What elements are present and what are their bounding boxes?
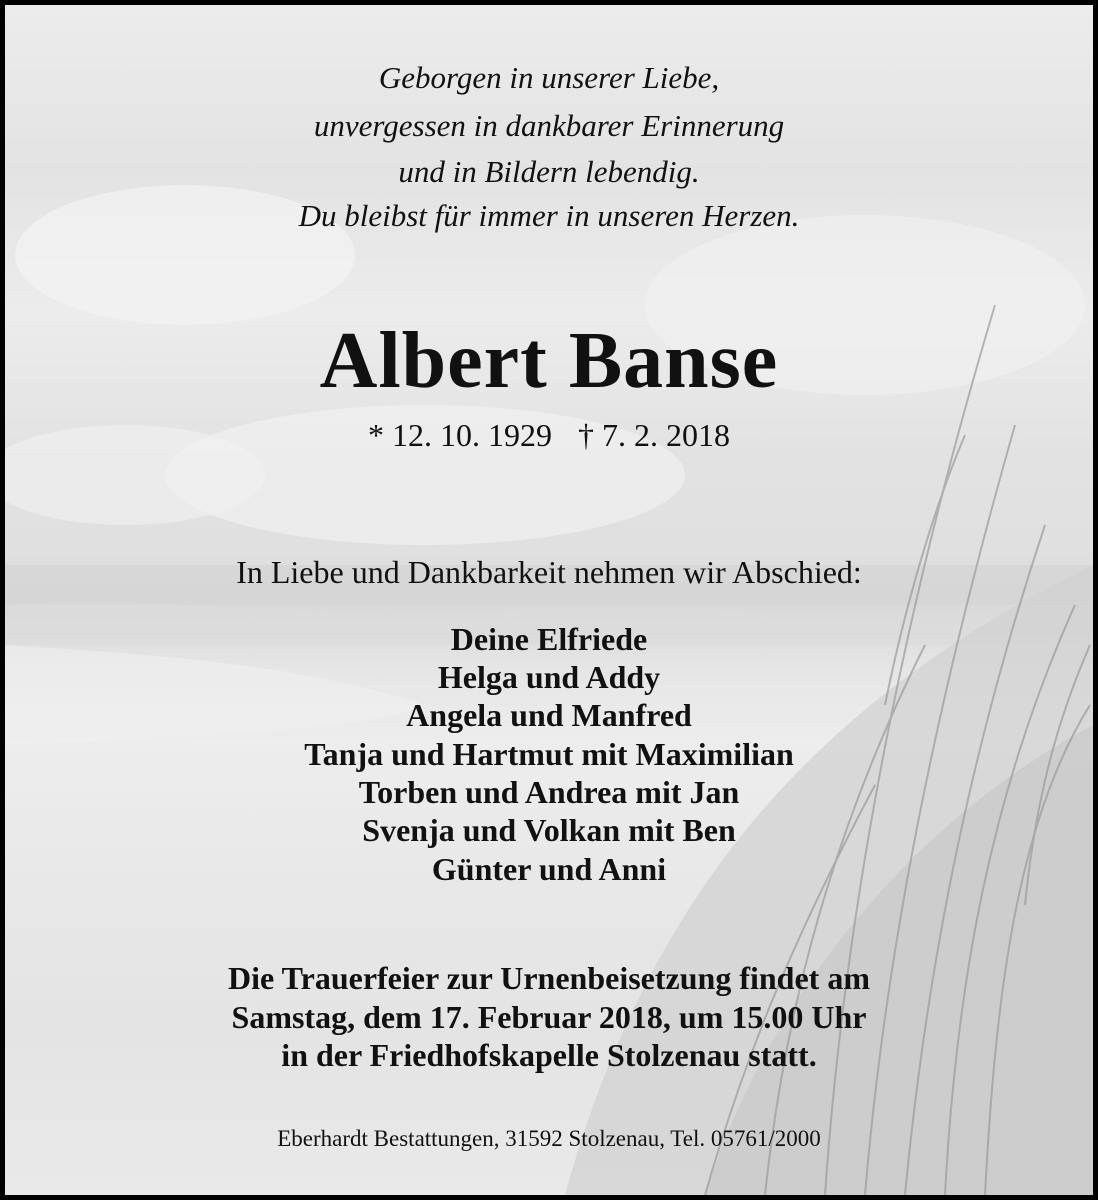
mourner-name: Tanja und Hartmut mit Maximilian xyxy=(304,736,794,772)
mourner-name: Torben und Andrea mit Jan xyxy=(358,774,740,810)
funeral-home-footer: Eberhardt Bestattungen, 31592 Stolzenau, Tel. 05761/2000 xyxy=(277,1126,821,1151)
notice-text xyxy=(5,5,1093,1195)
ceremony-line: Samstag, dem 17. Februar 2018, um 15.00 Uhr xyxy=(231,999,867,1035)
poem-line: unvergessen in dankbarer Erinnerung xyxy=(313,108,785,143)
death-date: † 7. 2. 2018 xyxy=(578,417,730,453)
birth-date: * 12. 10. 1929 xyxy=(368,417,552,453)
ceremony-line: in der Friedhofskapelle Stolzenau statt. xyxy=(281,1037,817,1073)
mourner-name: Deine Elfriede xyxy=(450,621,648,657)
poem-line: Du bleibst für immer in unseren Herzen. xyxy=(298,198,800,233)
mourner-name: Svenja und Volkan mit Ben xyxy=(362,812,736,848)
mourner-name: Helga und Addy xyxy=(437,659,661,695)
ceremony-line: Die Trauerfeier zur Urnenbeisetzung findet am xyxy=(228,960,870,996)
farewell-intro: In Liebe und Dankbarkeit nehmen wir Abschied: xyxy=(236,554,862,590)
life-dates xyxy=(5,415,1093,455)
mourner-name: Günter und Anni xyxy=(431,851,667,887)
mourner-name: Angela und Manfred xyxy=(406,697,692,733)
poem-line: und in Bildern lebendig. xyxy=(398,154,700,189)
poem-line: Geborgen in unserer Liebe, xyxy=(378,60,720,95)
deceased-name: Albert Banse xyxy=(319,317,779,405)
